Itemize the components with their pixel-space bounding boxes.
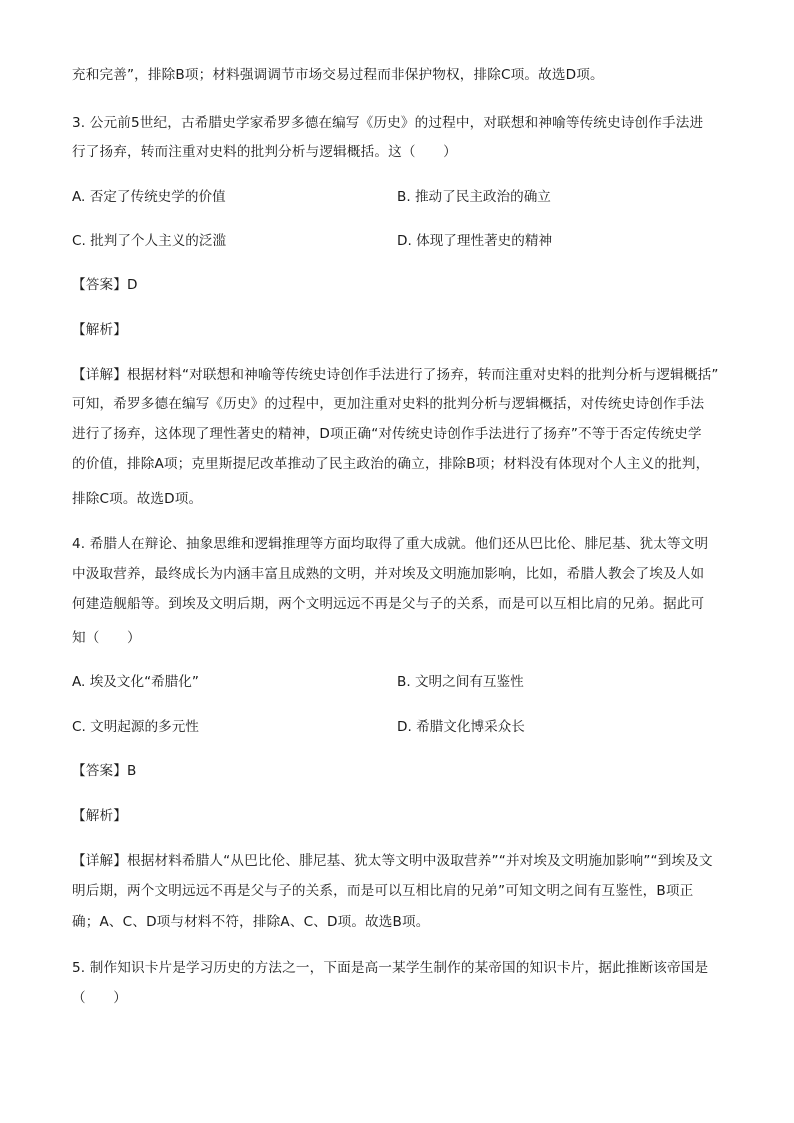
q3-detail-line-5: 排除C项。故选D项。 xyxy=(72,491,203,507)
q4-option-b: B. 文明之间有互鉴性 xyxy=(397,674,524,690)
q4-option-d: D. 希腊文化博采众长 xyxy=(397,719,525,735)
q3-detail-line-1: 【详解】根据材料“对联想和神喻等传统史诗创作手法进行了扬弃，转而注重对史料的批判分析与逻辑概括” xyxy=(72,367,719,383)
q4-analysis-heading: 【解析】 xyxy=(72,808,127,824)
q3-option-c: C. 批判了个人主义的泛滥 xyxy=(72,233,227,249)
q3-detail-line-4: 的价值，排除A项；克里斯提尼改革推动了民主政治的确立，排除B项；材料没有体现对个人主义的批判， xyxy=(72,456,710,472)
q3-detail-line-2: 可知，希罗多德在编写《历史》的过程中，更加注重对史料的批判分析与逻辑概括，对传统史诗创作手法 xyxy=(72,396,705,412)
q3-detail-line-3: 进行了扬弃，这体现了理性著史的精神，D项正确“对传统史诗创作手法进行了扬弃”不等于否定传统史学 xyxy=(72,426,702,442)
q4-option-c: C. 文明起源的多元性 xyxy=(72,719,199,735)
q3-option-d: D. 体现了理性著史的精神 xyxy=(397,233,553,249)
q5-stem-line-1: 5. 制作知识卡片是学习历史的方法之一，下面是高一某学生制作的某帝国的知识卡片，据此推断该帝国是 xyxy=(72,960,709,976)
q3-stem-line-2: 行了扬弃，转而注重对史料的批判分析与逻辑概括。这（ ） xyxy=(72,144,457,160)
previous-answer-tail: 充和完善”，排除B项；材料强调调节市场交易过程而非保护物权，排除C项。故选D项。 xyxy=(72,67,604,83)
q5-stem-line-2: （ ） xyxy=(72,990,127,1006)
q4-detail-line-3: 确；A、C、D项与材料不符，排除A、C、D项。故选B项。 xyxy=(72,914,430,930)
q3-option-b: B. 推动了民主政治的确立 xyxy=(397,189,551,205)
q4-detail-line-2: 明后期，两个文明远远不再是父与子的关系，而是可以互相比肩的兄弟”可知文明之间有互鉴性，B项正 xyxy=(72,883,694,899)
q3-analysis-heading: 【解析】 xyxy=(72,322,127,338)
q4-option-a: A. 埃及文化“希腊化” xyxy=(72,674,199,690)
q4-stem-line-4: 知（ ） xyxy=(72,630,141,646)
q4-stem-line-3: 何建造舰船等。到埃及文明后期，两个文明远远不再是父与子的关系，而是可以互相比肩的兄弟。据此可 xyxy=(72,596,705,612)
q4-stem-line-1: 4. 希腊人在辩论、抽象思维和逻辑推理等方面均取得了重大成就。他们还从巴比伦、腓尼基、犹太等文明 xyxy=(72,536,709,552)
q3-stem-line-1: 3. 公元前5世纪，古希腊史学家希罗多德在编写《历史》的过程中，对联想和神喻等传统史诗创作手法进 xyxy=(72,115,704,131)
q3-answer: 【答案】D xyxy=(72,277,138,293)
q4-answer: 【答案】B xyxy=(72,763,137,779)
q3-option-a: A. 否定了传统史学的价值 xyxy=(72,189,226,205)
q4-stem-line-2: 中汲取营养，最终成长为内涵丰富且成熟的文明，并对埃及文明施加影响，比如，希腊人教会了埃及人如 xyxy=(72,566,705,582)
q4-detail-line-1: 【详解】根据材料希腊人“从巴比伦、腓尼基、犹太等文明中汲取营养”“并对埃及文明施加影响”“到埃及文 xyxy=(72,853,713,869)
